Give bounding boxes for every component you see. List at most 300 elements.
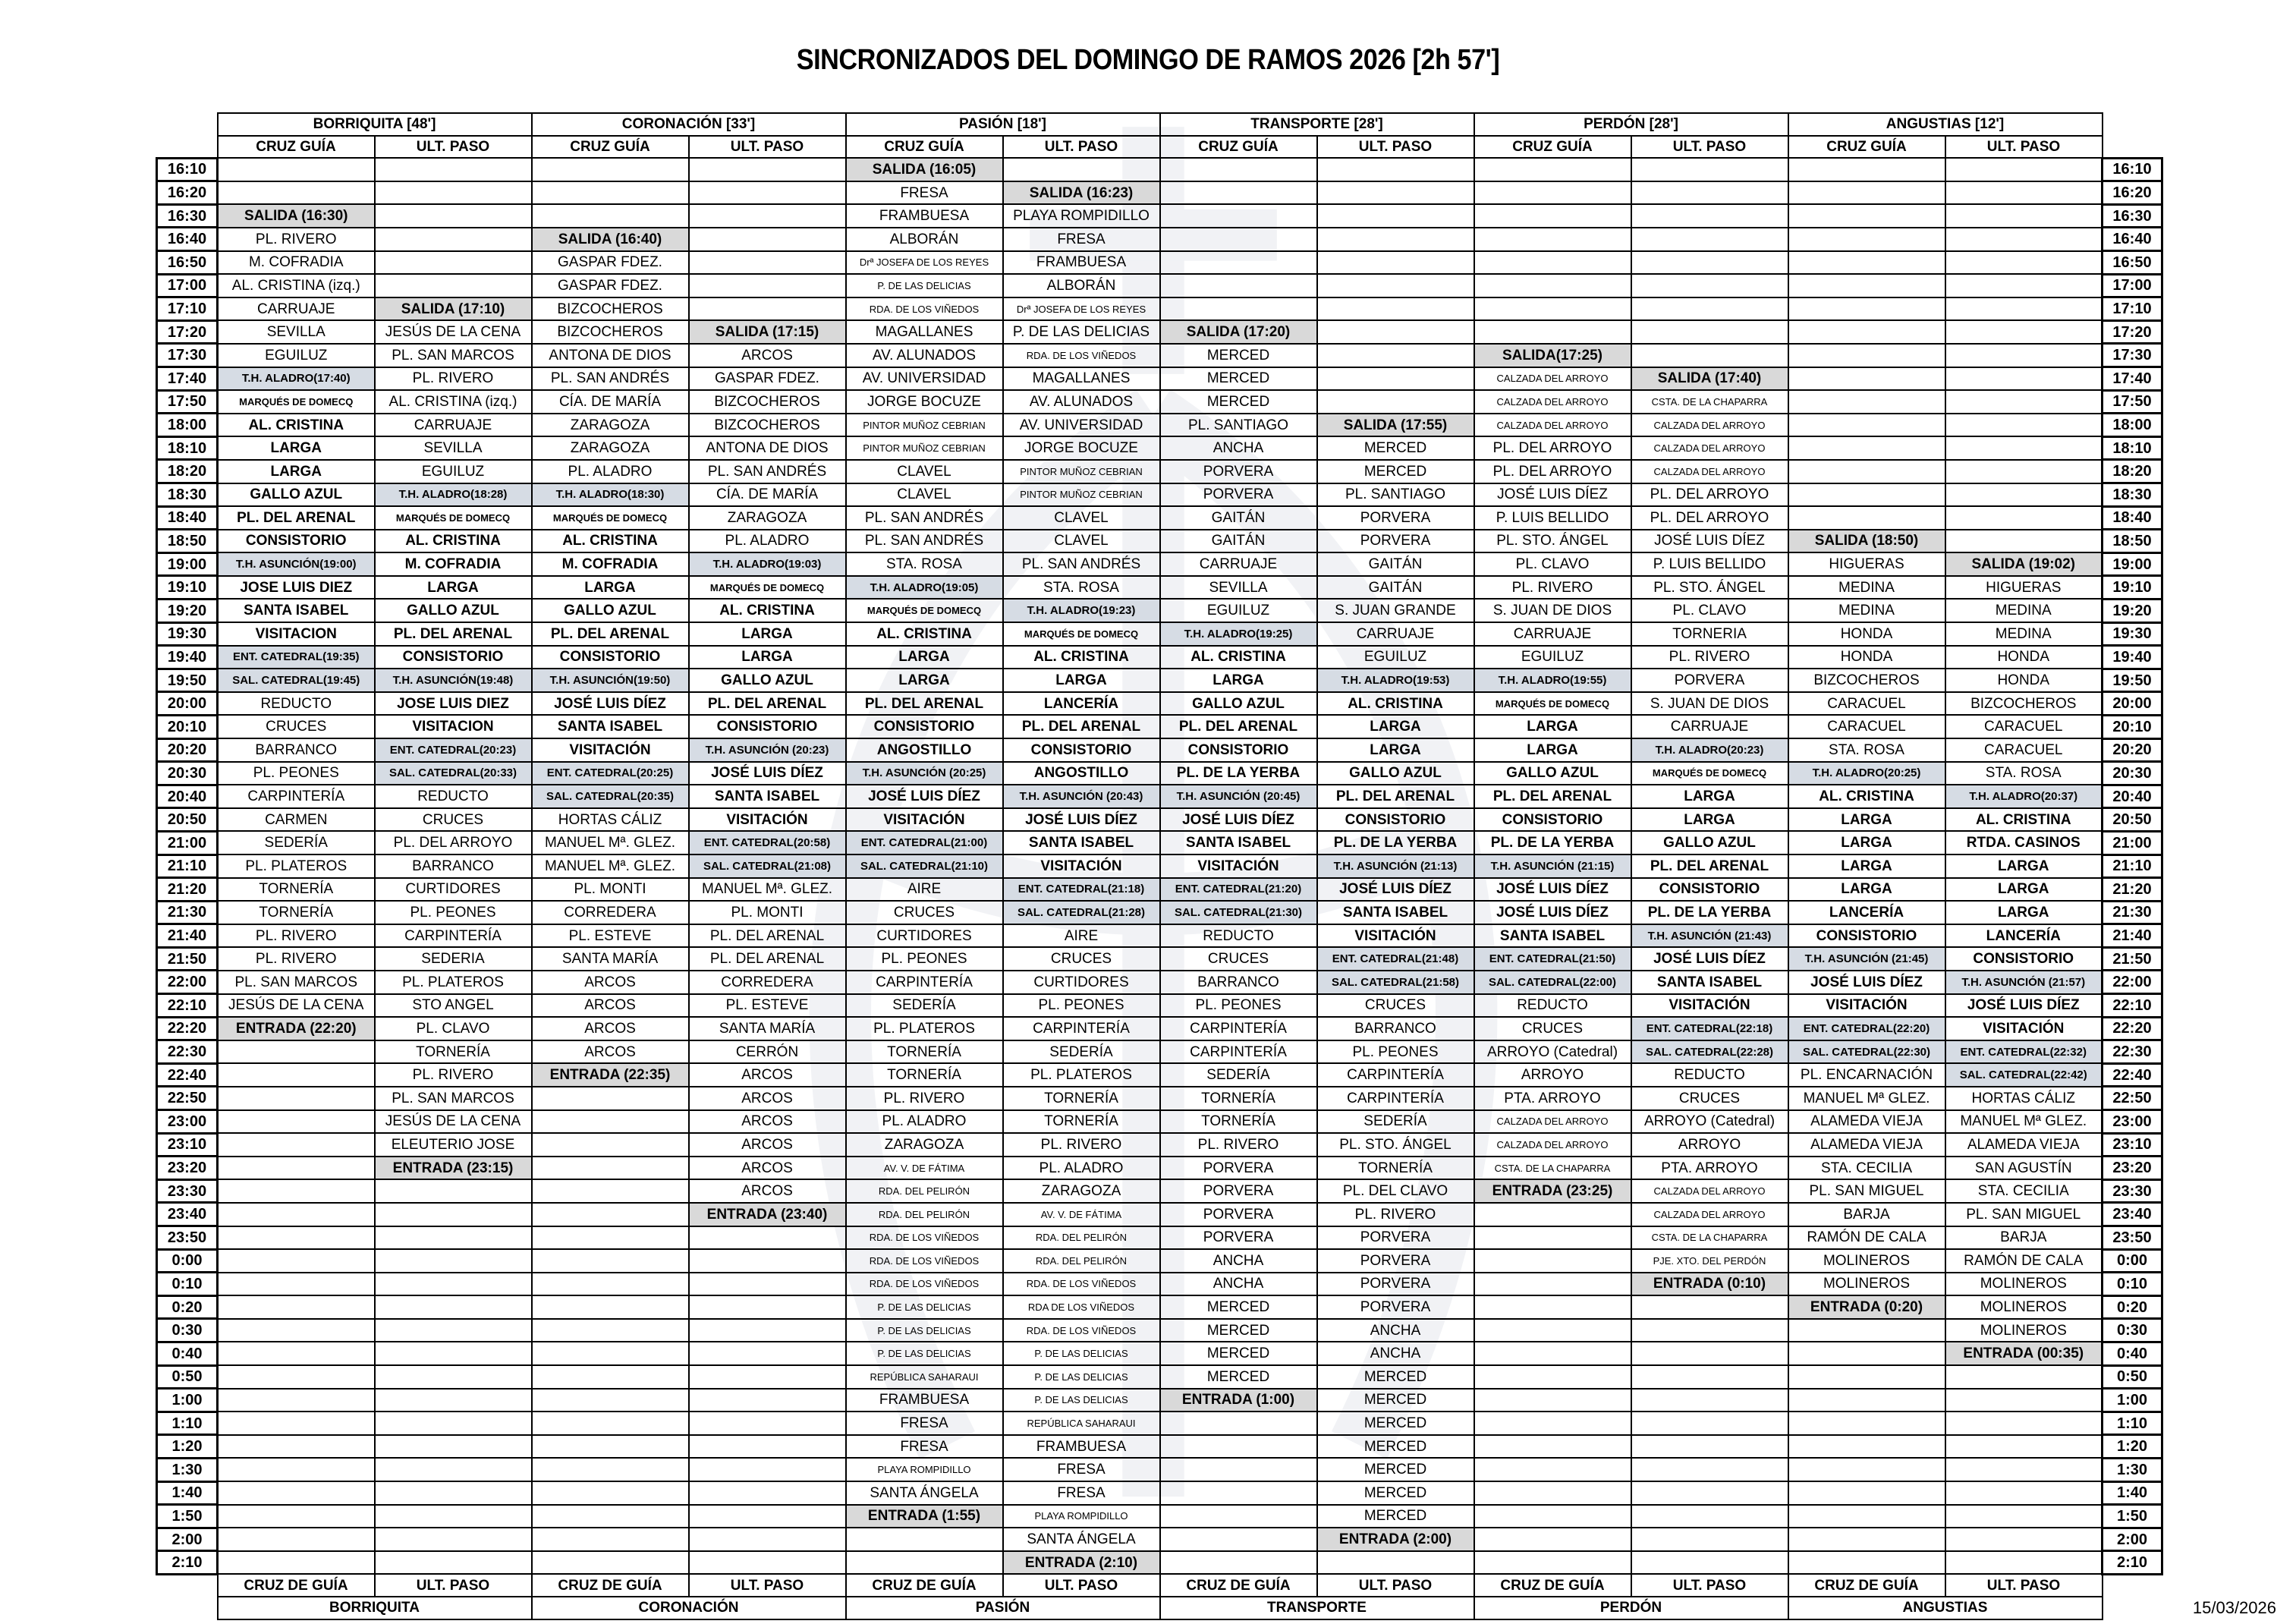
- cell-coronacion-ult-paso: PL. DEL ARENAL: [689, 924, 846, 948]
- cell-angustias-cruz-guia: [1788, 414, 1945, 437]
- cell-perdon-cruz-guia: ARROYO: [1474, 1063, 1631, 1087]
- time-label-right: 0:10: [2103, 1273, 2162, 1296]
- time-label-right: 2:10: [2103, 1551, 2162, 1575]
- cell-perdon-ult-paso: T.H. ALADRO(20:23): [1631, 738, 1788, 762]
- time-label-right: 22:40: [2103, 1063, 2162, 1087]
- table-row: [157, 1249, 2162, 1273]
- cell-angustias-cruz-guia: [1788, 1505, 1945, 1528]
- cell-coronacion-cruz-guia: [532, 1342, 689, 1365]
- cell-coronacion-ult-paso: T.H. ALADRO(19:03): [689, 552, 846, 576]
- cell-perdon-cruz-guia: [1474, 1505, 1631, 1528]
- spacer-cell: [2103, 136, 2162, 159]
- cell-borriquita-cruz-guia: TORNERÍA: [218, 878, 375, 902]
- cell-angustias-cruz-guia: ALAMEDA VIEJA: [1788, 1110, 1945, 1134]
- cell-perdon-cruz-guia: PTA. ARROYO: [1474, 1087, 1631, 1110]
- cell-pasion-ult-paso: RDA. DE LOS VIÑEDOS: [1003, 1319, 1160, 1342]
- table-row: [157, 390, 2162, 414]
- cell-borriquita-cruz-guia: CARMEN: [218, 808, 375, 832]
- cell-coronacion-ult-paso: [689, 158, 846, 181]
- cell-transporte-cruz-guia: [1160, 1551, 1317, 1575]
- cell-perdon-cruz-guia: [1474, 1203, 1631, 1226]
- cell-coronacion-cruz-guia: AL. CRISTINA: [532, 530, 689, 553]
- table-row: [157, 576, 2162, 600]
- cell-pasion-ult-paso: PL. SAN ANDRÉS: [1003, 552, 1160, 576]
- cell-borriquita-ult-paso: BARRANCO: [375, 854, 532, 878]
- cell-angustias-cruz-guia: CONSISTORIO: [1788, 924, 1945, 948]
- cell-pasion-cruz-guia: PL. SAN ANDRÉS: [846, 530, 1003, 553]
- cell-angustias-ult-paso: ALAMEDA VIEJA: [1945, 1133, 2103, 1157]
- cell-angustias-cruz-guia: LARGA: [1788, 831, 1945, 854]
- cell-transporte-cruz-guia: TORNERÍA: [1160, 1110, 1317, 1134]
- table-row: [157, 552, 2162, 576]
- footer-cruz-guia: CRUZ DE GUÍA: [846, 1574, 1003, 1597]
- cell-borriquita-ult-paso: PL. RIVERO: [375, 367, 532, 391]
- time-label-left: 22:40: [157, 1063, 218, 1087]
- cell-coronacion-cruz-guia: M. COFRADIA: [532, 552, 689, 576]
- cell-pasion-ult-paso: P. DE LAS DELICIAS: [1003, 1389, 1160, 1412]
- table-row: [157, 274, 2162, 297]
- cell-angustias-ult-paso: HORTAS CÁLIZ: [1945, 1087, 2103, 1110]
- column-subheader-row: [157, 136, 2162, 159]
- cell-borriquita-ult-paso: TORNERÍA: [375, 1040, 532, 1064]
- cell-transporte-ult-paso: SANTA ISABEL: [1317, 901, 1474, 924]
- cell-pasion-cruz-guia: RDA. DEL PELIRÓN: [846, 1203, 1003, 1226]
- cell-borriquita-ult-paso: AL. CRISTINA (izq.): [375, 390, 532, 414]
- cell-pasion-cruz-guia: AL. CRISTINA: [846, 622, 1003, 646]
- cell-perdon-cruz-guia: [1474, 1551, 1631, 1575]
- cell-coronacion-ult-paso: [689, 181, 846, 205]
- cell-coronacion-ult-paso: LARGA: [689, 646, 846, 669]
- time-label-left: 2:10: [157, 1551, 218, 1575]
- cell-borriquita-cruz-guia: [218, 1319, 375, 1342]
- cell-borriquita-cruz-guia: [218, 1412, 375, 1435]
- cell-transporte-cruz-guia: ANCHA: [1160, 1273, 1317, 1296]
- cell-coronacion-cruz-guia: [532, 1528, 689, 1551]
- time-label-right: 1:50: [2103, 1505, 2162, 1528]
- table-row: [157, 785, 2162, 808]
- cell-coronacion-cruz-guia: MANUEL Mª. GLEZ.: [532, 854, 689, 878]
- cell-transporte-ult-paso: PL. STO. ÁNGEL: [1317, 1133, 1474, 1157]
- cell-perdon-cruz-guia: ENTRADA (23:25): [1474, 1179, 1631, 1203]
- table-row: [157, 924, 2162, 948]
- cell-perdon-ult-paso: [1631, 228, 1788, 251]
- footer-coronacion: CORONACIÓN: [532, 1597, 846, 1619]
- cell-transporte-ult-paso: SAL. CATEDRAL(21:58): [1317, 971, 1474, 994]
- header-perdon: PERDÓN [28']: [1474, 113, 1788, 136]
- cell-angustias-ult-paso: [1945, 506, 2103, 530]
- table-row: [157, 1528, 2162, 1551]
- cell-angustias-cruz-guia: [1788, 1435, 1945, 1459]
- cell-borriquita-cruz-guia: PL. RIVERO: [218, 228, 375, 251]
- cell-perdon-cruz-guia: CRUCES: [1474, 1017, 1631, 1040]
- cell-coronacion-cruz-guia: ENTRADA (22:35): [532, 1063, 689, 1087]
- header-coronacion: CORONACIÓN [33']: [532, 113, 846, 136]
- cell-pasion-ult-paso: RDA. DE LOS VIÑEDOS: [1003, 1273, 1160, 1296]
- time-label-left: 16:20: [157, 181, 218, 205]
- cell-transporte-ult-paso: MERCED: [1317, 1365, 1474, 1389]
- table-row: [157, 320, 2162, 344]
- cell-transporte-cruz-guia: PL. SANTIAGO: [1160, 414, 1317, 437]
- cell-transporte-ult-paso: PORVERA: [1317, 1273, 1474, 1296]
- cell-perdon-ult-paso: REDUCTO: [1631, 1063, 1788, 1087]
- cell-pasion-ult-paso: P. DE LAS DELICIAS: [1003, 1342, 1160, 1365]
- table-row: [157, 831, 2162, 854]
- time-label-right: 21:10: [2103, 854, 2162, 878]
- time-label-left: 23:50: [157, 1226, 218, 1250]
- footer-cruz-guia: CRUZ DE GUÍA: [532, 1574, 689, 1597]
- cell-transporte-ult-paso: BARRANCO: [1317, 1017, 1474, 1040]
- cell-pasion-ult-paso: PL. DEL ARENAL: [1003, 715, 1160, 738]
- cell-coronacion-cruz-guia: PL. MONTI: [532, 878, 689, 902]
- cell-angustias-ult-paso: [1945, 297, 2103, 321]
- cell-transporte-ult-paso: [1317, 344, 1474, 367]
- subheader-ult-paso: ULT. PASO: [1945, 136, 2103, 159]
- cell-coronacion-ult-paso: [689, 204, 846, 228]
- cell-coronacion-cruz-guia: CONSISTORIO: [532, 646, 689, 669]
- cell-borriquita-ult-paso: CONSISTORIO: [375, 646, 532, 669]
- time-label-left: 17:00: [157, 274, 218, 297]
- cell-transporte-ult-paso: ENTRADA (2:00): [1317, 1528, 1474, 1551]
- subheader-ult-paso: ULT. PASO: [1003, 136, 1160, 159]
- cell-angustias-ult-paso: [1945, 251, 2103, 275]
- cell-transporte-ult-paso: [1317, 274, 1474, 297]
- cell-coronacion-cruz-guia: T.H. ASUNCIÓN(19:50): [532, 669, 689, 692]
- table-row: [157, 1226, 2162, 1250]
- cell-angustias-cruz-guia: LARGA: [1788, 878, 1945, 902]
- cell-pasion-ult-paso: TORNERÍA: [1003, 1110, 1160, 1134]
- cell-pasion-ult-paso: REPÚBLICA SAHARAUI: [1003, 1412, 1160, 1435]
- cell-pasion-cruz-guia: CLAVEL: [846, 483, 1003, 507]
- cell-pasion-ult-paso: CARPINTERÍA: [1003, 1017, 1160, 1040]
- time-label-left: 18:10: [157, 436, 218, 460]
- time-label-right: 20:00: [2103, 692, 2162, 716]
- cell-coronacion-ult-paso: PL. SAN ANDRÉS: [689, 460, 846, 483]
- cell-borriquita-cruz-guia: LARGA: [218, 436, 375, 460]
- footer-ult-paso: ULT. PASO: [1945, 1574, 2103, 1597]
- cell-coronacion-ult-paso: PL. ESTEVE: [689, 994, 846, 1018]
- time-label-left: 18:40: [157, 506, 218, 530]
- cell-pasion-ult-paso: JORGE BOCUZE: [1003, 436, 1160, 460]
- cell-coronacion-ult-paso: [689, 1435, 846, 1459]
- cell-borriquita-ult-paso: SEVILLA: [375, 436, 532, 460]
- cell-transporte-cruz-guia: MERCED: [1160, 1319, 1317, 1342]
- cell-borriquita-ult-paso: M. COFRADIA: [375, 552, 532, 576]
- time-label-right: 23:30: [2103, 1179, 2162, 1203]
- time-label-left: 21:20: [157, 878, 218, 902]
- cell-perdon-ult-paso: PL. DEL ARROYO: [1631, 483, 1788, 507]
- cell-perdon-ult-paso: CSTA. DE LA CHAPARRA: [1631, 390, 1788, 414]
- cell-coronacion-ult-paso: PL. DEL ARENAL: [689, 947, 846, 971]
- time-label-right: 18:20: [2103, 460, 2162, 483]
- cell-borriquita-ult-paso: PL. PLATEROS: [375, 971, 532, 994]
- cell-coronacion-cruz-guia: [532, 1435, 689, 1459]
- cell-borriquita-cruz-guia: PL. RIVERO: [218, 947, 375, 971]
- cell-transporte-cruz-guia: ENT. CATEDRAL(21:20): [1160, 878, 1317, 902]
- time-label-left: 17:40: [157, 367, 218, 391]
- time-label-right: 23:50: [2103, 1226, 2162, 1250]
- cell-angustias-cruz-guia: ENTRADA (0:20): [1788, 1295, 1945, 1319]
- footer-cruz-guia: CRUZ DE GUÍA: [218, 1574, 375, 1597]
- cell-perdon-ult-paso: CARRUAJE: [1631, 715, 1788, 738]
- cell-transporte-ult-paso: MERCED: [1317, 436, 1474, 460]
- cell-borriquita-cruz-guia: EGUILUZ: [218, 344, 375, 367]
- cell-perdon-cruz-guia: JOSÉ LUIS DÍEZ: [1474, 878, 1631, 902]
- time-label-right: 0:20: [2103, 1295, 2162, 1319]
- time-label-left: 19:10: [157, 576, 218, 600]
- cell-borriquita-ult-paso: PL. PEONES: [375, 901, 532, 924]
- cell-pasion-cruz-guia: PL. RIVERO: [846, 1087, 1003, 1110]
- cell-pasion-ult-paso: ANGOSTILLO: [1003, 762, 1160, 785]
- cell-perdon-cruz-guia: CALZADA DEL ARROYO: [1474, 390, 1631, 414]
- cell-pasion-cruz-guia: T.H. ASUNCIÓN (20:25): [846, 762, 1003, 785]
- time-label-left: 17:50: [157, 390, 218, 414]
- cell-angustias-ult-paso: HONDA: [1945, 646, 2103, 669]
- cell-perdon-ult-paso: PL. CLAVO: [1631, 599, 1788, 622]
- time-label-left: 22:50: [157, 1087, 218, 1110]
- cell-borriquita-cruz-guia: CRUCES: [218, 715, 375, 738]
- cell-pasion-cruz-guia: AV. ALUNADOS: [846, 344, 1003, 367]
- cell-coronacion-ult-paso: [689, 1365, 846, 1389]
- cell-coronacion-cruz-guia: [532, 1179, 689, 1203]
- cell-borriquita-cruz-guia: [218, 1063, 375, 1087]
- cell-borriquita-cruz-guia: SAL. CATEDRAL(19:45): [218, 669, 375, 692]
- cell-pasion-ult-paso: PINTOR MUÑOZ CEBRIAN: [1003, 460, 1160, 483]
- table-row: [157, 947, 2162, 971]
- cell-borriquita-ult-paso: EGUILUZ: [375, 460, 532, 483]
- time-label-right: 19:30: [2103, 622, 2162, 646]
- cell-pasion-ult-paso: ENT. CATEDRAL(21:18): [1003, 878, 1160, 902]
- cell-pasion-cruz-guia: MARQUÉS DE DOMECQ: [846, 599, 1003, 622]
- cell-coronacion-cruz-guia: ZARAGOZA: [532, 414, 689, 437]
- cell-pasion-cruz-guia: REPÚBLICA SAHARAUI: [846, 1365, 1003, 1389]
- cell-transporte-ult-paso: S. JUAN GRANDE: [1317, 599, 1474, 622]
- cell-pasion-cruz-guia: RDA. DE LOS VIÑEDOS: [846, 297, 1003, 321]
- cell-pasion-cruz-guia: SANTA ÁNGELA: [846, 1481, 1003, 1505]
- cell-borriquita-ult-paso: [375, 1528, 532, 1551]
- cell-pasion-cruz-guia: P. DE LAS DELICIAS: [846, 1342, 1003, 1365]
- cell-coronacion-cruz-guia: T.H. ALADRO(18:30): [532, 483, 689, 507]
- cell-pasion-cruz-guia: RDA. DE LOS VIÑEDOS: [846, 1226, 1003, 1250]
- cell-angustias-cruz-guia: [1788, 1365, 1945, 1389]
- cell-pasion-cruz-guia: RDA. DE LOS VIÑEDOS: [846, 1249, 1003, 1273]
- cell-angustias-cruz-guia: CARACUEL: [1788, 715, 1945, 738]
- time-label-right: 0:50: [2103, 1365, 2162, 1389]
- header-borriquita: BORRIQUITA [48']: [218, 113, 532, 136]
- cell-angustias-ult-paso: [1945, 274, 2103, 297]
- cell-coronacion-ult-paso: ENTRADA (23:40): [689, 1203, 846, 1226]
- table-row: [157, 1505, 2162, 1528]
- cell-perdon-ult-paso: CRUCES: [1631, 1087, 1788, 1110]
- cell-coronacion-ult-paso: [689, 1319, 846, 1342]
- cell-transporte-cruz-guia: GAITÁN: [1160, 506, 1317, 530]
- cell-angustias-cruz-guia: ALAMEDA VIEJA: [1788, 1133, 1945, 1157]
- cell-transporte-ult-paso: TORNERÍA: [1317, 1157, 1474, 1180]
- cell-perdon-cruz-guia: [1474, 1249, 1631, 1273]
- cell-pasion-ult-paso: SEDERÍA: [1003, 1040, 1160, 1064]
- table-row: [157, 204, 2162, 228]
- cell-borriquita-ult-paso: [375, 181, 532, 205]
- time-label-left: 20:00: [157, 692, 218, 716]
- cell-transporte-ult-paso: [1317, 181, 1474, 205]
- cell-angustias-cruz-guia: [1788, 181, 1945, 205]
- cell-pasion-cruz-guia: LARGA: [846, 669, 1003, 692]
- cell-pasion-ult-paso: PL. PEONES: [1003, 994, 1160, 1018]
- cell-coronacion-cruz-guia: BIZCOCHEROS: [532, 320, 689, 344]
- cell-perdon-cruz-guia: T.H. ASUNCIÓN (21:15): [1474, 854, 1631, 878]
- cell-coronacion-ult-paso: [689, 1551, 846, 1575]
- cell-transporte-ult-paso: PL. PEONES: [1317, 1040, 1474, 1064]
- cell-coronacion-ult-paso: [689, 1412, 846, 1435]
- cell-perdon-ult-paso: PL. DEL ARROYO: [1631, 506, 1788, 530]
- cell-angustias-cruz-guia: CARACUEL: [1788, 692, 1945, 716]
- cell-borriquita-cruz-guia: [218, 1087, 375, 1110]
- cell-perdon-cruz-guia: [1474, 181, 1631, 205]
- cell-pasion-cruz-guia: RDA. DE LOS VIÑEDOS: [846, 1273, 1003, 1296]
- cell-coronacion-ult-paso: [689, 1528, 846, 1551]
- cell-angustias-ult-paso: [1945, 228, 2103, 251]
- cell-transporte-ult-paso: [1317, 320, 1474, 344]
- cell-coronacion-ult-paso: BIZCOCHEROS: [689, 414, 846, 437]
- cell-transporte-cruz-guia: [1160, 1505, 1317, 1528]
- cell-borriquita-cruz-guia: CARRUAJE: [218, 297, 375, 321]
- cell-coronacion-cruz-guia: [532, 1295, 689, 1319]
- cell-perdon-cruz-guia: [1474, 1412, 1631, 1435]
- cell-coronacion-ult-paso: ARCOS: [689, 344, 846, 367]
- cell-transporte-cruz-guia: GALLO AZUL: [1160, 692, 1317, 716]
- cell-borriquita-cruz-guia: SALIDA (16:30): [218, 204, 375, 228]
- cell-angustias-ult-paso: [1945, 1481, 2103, 1505]
- cell-borriquita-cruz-guia: [218, 1389, 375, 1412]
- cell-transporte-ult-paso: LARGA: [1317, 738, 1474, 762]
- cell-coronacion-cruz-guia: GALLO AZUL: [532, 599, 689, 622]
- cell-angustias-ult-paso: SALIDA (19:02): [1945, 552, 2103, 576]
- cell-transporte-ult-paso: [1317, 158, 1474, 181]
- cell-transporte-ult-paso: PORVERA: [1317, 1226, 1474, 1250]
- time-label-left: 0:20: [157, 1295, 218, 1319]
- cell-transporte-ult-paso: MERCED: [1317, 1458, 1474, 1481]
- cell-pasion-ult-paso: LANCERÍA: [1003, 692, 1160, 716]
- cell-transporte-ult-paso: MERCED: [1317, 1412, 1474, 1435]
- cell-coronacion-cruz-guia: SANTA MARÍA: [532, 947, 689, 971]
- cell-perdon-cruz-guia: PL. RIVERO: [1474, 576, 1631, 600]
- table-row: [157, 1342, 2162, 1365]
- table-row: [157, 646, 2162, 669]
- cell-perdon-ult-paso: TORNERIA: [1631, 622, 1788, 646]
- cell-pasion-ult-paso: LARGA: [1003, 669, 1160, 692]
- cell-transporte-ult-paso: [1317, 367, 1474, 391]
- cell-coronacion-ult-paso: CORREDERA: [689, 971, 846, 994]
- cell-perdon-cruz-guia: PL. DEL ARENAL: [1474, 785, 1631, 808]
- cell-perdon-cruz-guia: ARROYO (Catedral): [1474, 1040, 1631, 1064]
- cell-pasion-cruz-guia: FRESA: [846, 181, 1003, 205]
- time-label-right: 21:20: [2103, 878, 2162, 902]
- cell-coronacion-cruz-guia: VISITACIÓN: [532, 738, 689, 762]
- cell-perdon-cruz-guia: [1474, 204, 1631, 228]
- cell-borriquita-cruz-guia: VISITACION: [218, 622, 375, 646]
- cell-angustias-cruz-guia: [1788, 1481, 1945, 1505]
- table-row: [157, 483, 2162, 507]
- table-row: [157, 622, 2162, 646]
- cell-transporte-ult-paso: EGUILUZ: [1317, 646, 1474, 669]
- table-row: [157, 1087, 2162, 1110]
- cell-coronacion-cruz-guia: [532, 1365, 689, 1389]
- cell-borriquita-ult-paso: JESÚS DE LA CENA: [375, 1110, 532, 1134]
- time-label-right: 21:50: [2103, 947, 2162, 971]
- time-label-right: 18:10: [2103, 436, 2162, 460]
- cell-angustias-cruz-guia: [1788, 483, 1945, 507]
- spacer-cell: [157, 113, 218, 136]
- cell-perdon-cruz-guia: SANTA ISABEL: [1474, 924, 1631, 948]
- time-label-right: 23:00: [2103, 1110, 2162, 1134]
- cell-borriquita-cruz-guia: [218, 1157, 375, 1180]
- cell-borriquita-cruz-guia: SANTA ISABEL: [218, 599, 375, 622]
- cell-pasion-cruz-guia: PL. SAN ANDRÉS: [846, 506, 1003, 530]
- cell-transporte-cruz-guia: SAL. CATEDRAL(21:30): [1160, 901, 1317, 924]
- table-row: [157, 854, 2162, 878]
- cell-perdon-ult-paso: P. LUIS BELLIDO: [1631, 552, 1788, 576]
- cell-pasion-cruz-guia: [846, 1551, 1003, 1575]
- cell-perdon-ult-paso: CALZADA DEL ARROYO: [1631, 1179, 1788, 1203]
- time-label-left: 23:20: [157, 1157, 218, 1180]
- table-row: [157, 901, 2162, 924]
- time-label-left: 22:20: [157, 1017, 218, 1040]
- cell-coronacion-ult-paso: ENT. CATEDRAL(20:58): [689, 831, 846, 854]
- cell-borriquita-ult-paso: JESÚS DE LA CENA: [375, 320, 532, 344]
- cell-angustias-ult-paso: [1945, 158, 2103, 181]
- cell-perdon-ult-paso: PTA. ARROYO: [1631, 1157, 1788, 1180]
- cell-borriquita-cruz-guia: T.H. ALADRO(17:40): [218, 367, 375, 391]
- cell-borriquita-cruz-guia: ENT. CATEDRAL(19:35): [218, 646, 375, 669]
- time-label-right: 21:40: [2103, 924, 2162, 948]
- cell-borriquita-cruz-guia: PL. PEONES: [218, 762, 375, 785]
- cell-coronacion-cruz-guia: [532, 1505, 689, 1528]
- cell-coronacion-cruz-guia: ARCOS: [532, 1040, 689, 1064]
- cell-coronacion-cruz-guia: [532, 1087, 689, 1110]
- cell-angustias-cruz-guia: MEDINA: [1788, 599, 1945, 622]
- table-row: [157, 1551, 2162, 1575]
- time-label-left: 1:50: [157, 1505, 218, 1528]
- cell-angustias-ult-paso: [1945, 1458, 2103, 1481]
- cell-transporte-cruz-guia: PORVERA: [1160, 1179, 1317, 1203]
- cell-angustias-ult-paso: SAL. CATEDRAL(22:42): [1945, 1063, 2103, 1087]
- cell-coronacion-ult-paso: [689, 1481, 846, 1505]
- cell-angustias-cruz-guia: STA. ROSA: [1788, 738, 1945, 762]
- cell-perdon-cruz-guia: [1474, 274, 1631, 297]
- cell-pasion-ult-paso: SALIDA (16:23): [1003, 181, 1160, 205]
- time-label-right: 23:40: [2103, 1203, 2162, 1226]
- cell-perdon-ult-paso: [1631, 1505, 1788, 1528]
- cell-pasion-ult-paso: FRAMBUESA: [1003, 251, 1160, 275]
- time-label-right: 20:30: [2103, 762, 2162, 785]
- cell-coronacion-cruz-guia: [532, 1551, 689, 1575]
- cell-pasion-cruz-guia: AIRE: [846, 878, 1003, 902]
- cell-pasion-ult-paso: AL. CRISTINA: [1003, 646, 1160, 669]
- cell-angustias-cruz-guia: AL. CRISTINA: [1788, 785, 1945, 808]
- cell-angustias-ult-paso: ENTRADA (00:35): [1945, 1342, 2103, 1365]
- cell-angustias-ult-paso: [1945, 1505, 2103, 1528]
- time-label-left: 20:50: [157, 808, 218, 832]
- cell-coronacion-ult-paso: SAL. CATEDRAL(21:08): [689, 854, 846, 878]
- cell-transporte-cruz-guia: CONSISTORIO: [1160, 738, 1317, 762]
- cell-coronacion-cruz-guia: SALIDA (16:40): [532, 228, 689, 251]
- cell-borriquita-cruz-guia: PL. RIVERO: [218, 924, 375, 948]
- time-label-right: 22:30: [2103, 1040, 2162, 1064]
- cell-borriquita-cruz-guia: [218, 1295, 375, 1319]
- cell-transporte-cruz-guia: SANTA ISABEL: [1160, 831, 1317, 854]
- cell-transporte-ult-paso: CARRUAJE: [1317, 622, 1474, 646]
- time-label-left: 17:30: [157, 344, 218, 367]
- cell-transporte-ult-paso: PL. SANTIAGO: [1317, 483, 1474, 507]
